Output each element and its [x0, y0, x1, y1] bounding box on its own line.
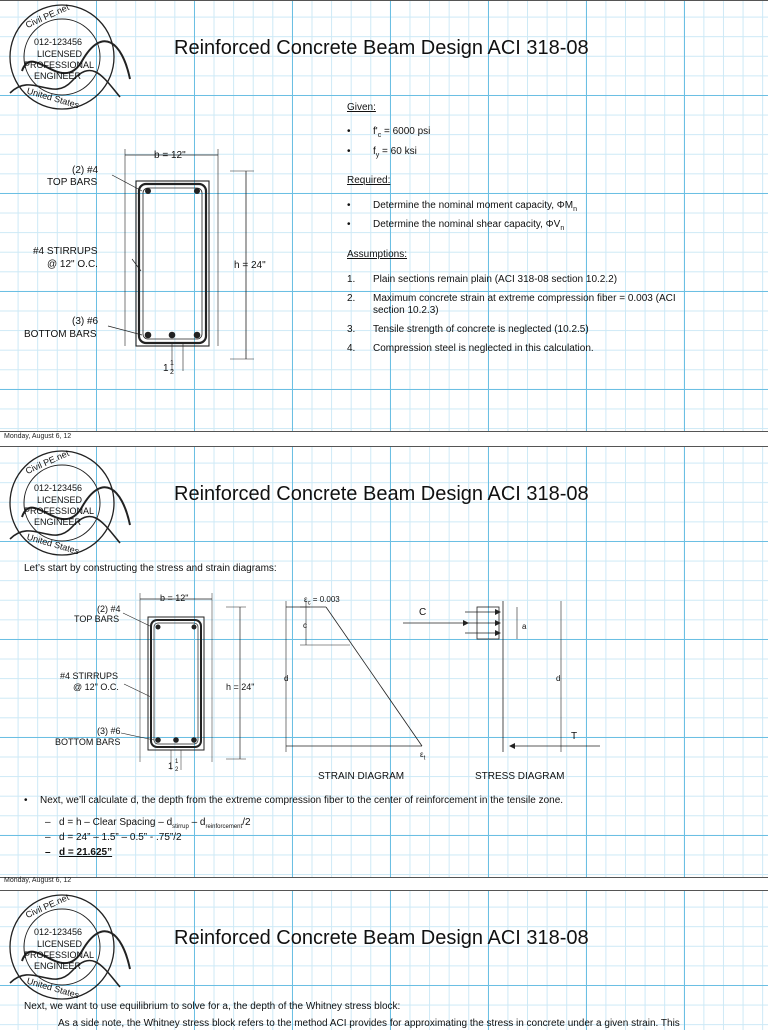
strain-bottom-sub: t	[423, 755, 426, 762]
given-heading: Given:	[347, 102, 376, 113]
slide-title: Reinforced Concrete Beam Design ACI 318-08	[174, 483, 589, 505]
eq1-part-c: /2	[242, 817, 251, 828]
given-item-fc	[347, 126, 430, 139]
cover-whole: 1	[168, 761, 174, 771]
assumption-2	[347, 293, 676, 304]
top-bars-label: TOP BARS	[74, 614, 120, 624]
stress-diagram-caption: STRESS DIAGRAM	[475, 771, 565, 782]
assumption-4	[347, 343, 594, 354]
slide-3	[0, 890, 768, 1030]
stirrups-label: #4 STIRRUPS	[33, 246, 98, 257]
seal-bottom-text: United States	[25, 531, 81, 557]
tension-force-label: T	[571, 731, 578, 742]
equation-3	[45, 847, 112, 858]
stirrups-label: #4 STIRRUPS	[60, 671, 119, 681]
seal-line-1: LICENSED	[37, 495, 83, 505]
seal-number: 012-123456	[34, 37, 83, 47]
required-item-moment	[347, 200, 577, 213]
assumption-text: Plain sections remain plain (ACI 318-08 section 10.2.2)	[373, 274, 618, 285]
bullet-dot: •	[347, 126, 351, 137]
strain-c-label: c	[303, 621, 307, 630]
beam-height-label: h = 24"	[226, 682, 255, 692]
stirrups-spacing: @ 12" O.C.	[73, 682, 119, 692]
assumption-2-continued: section 10.2.3)	[373, 305, 439, 316]
bullet-dot: •	[347, 200, 351, 211]
dash-marker: –	[45, 832, 51, 843]
seal-line-2: PROFESSIONAL	[24, 950, 95, 960]
slide-2	[0, 446, 768, 878]
assumption-number: 3.	[347, 324, 356, 335]
eq3-result: d = 21.625”	[59, 847, 113, 858]
cover-frac-num: 1	[175, 759, 179, 765]
top-bars-count: (2) #4	[97, 604, 121, 614]
top-bars-label: TOP BARS	[47, 177, 98, 188]
assumption-text: Tensile strength of concrete is neglected (10.2.5)	[373, 324, 589, 335]
seal-line-1: LICENSED	[37, 939, 83, 949]
equation-1	[45, 817, 251, 830]
bottom-bars-label: BOTTOM BARS	[24, 329, 97, 340]
strain-d-label: d	[284, 674, 289, 683]
strain-top-symbol: ε	[304, 595, 308, 604]
given-fc-symbol: f'	[373, 126, 378, 137]
strain-bottom-symbol: ε	[420, 750, 424, 759]
seal-line-3: ENGINEER	[34, 517, 82, 527]
bottom-bars-label: BOTTOM BARS	[55, 737, 121, 747]
eq2-text: d = 24” – 1.5” – 0.5” - .75”/2	[59, 832, 182, 843]
seal-line-2: PROFESSIONAL	[24, 60, 95, 70]
given-item-fy	[347, 146, 417, 159]
bottom-bars-count: (3) #6	[97, 726, 121, 736]
seal-arc-text: Civil PE.net	[23, 1, 71, 31]
given-fc-sub: c	[377, 132, 382, 139]
top-bars-count: (2) #4	[72, 165, 99, 176]
seal-number: 012-123456	[34, 483, 83, 493]
assumptions-heading: Assumptions:	[347, 249, 408, 260]
beam-section-diagram-small	[0, 587, 260, 782]
bullet-dot: •	[347, 146, 351, 157]
depth-bullet-text: Next, we’ll calculate d, the depth from the extreme compression fiber to the center of reinforcement in the tensile zone.	[40, 795, 564, 806]
seal-line-3: ENGINEER	[34, 71, 82, 81]
slide-title: Reinforced Concrete Beam Design ACI 318-08	[174, 37, 589, 59]
cover-frac-den: 2	[175, 767, 179, 773]
cover-whole: 1	[163, 363, 169, 374]
equilibrium-text: Next, we want to use equilibrium to solve for a, the depth of the Whitney stress block:	[24, 1001, 401, 1012]
bullet-dot: •	[347, 219, 351, 230]
assumption-number: 2.	[347, 293, 356, 304]
assumption-number: 1.	[347, 274, 356, 285]
seal-arc-text: Civil PE.net	[23, 447, 71, 477]
beam-height-label: h = 24"	[234, 260, 266, 271]
given-fy-value: = 60 ksi	[379, 146, 417, 157]
bullet-dot: •	[24, 795, 28, 806]
seal-bottom-text: United States	[25, 85, 81, 111]
strain-diagram-caption: STRAIN DIAGRAM	[318, 771, 405, 782]
strain-top-sub: c	[307, 600, 311, 607]
given-fy-symbol: f	[373, 146, 376, 157]
seal-arc-text: Civil PE.net	[23, 891, 71, 921]
required-shear-sub: n	[560, 225, 565, 232]
cover-frac-num: 1	[170, 360, 174, 367]
dash-marker: –	[45, 817, 51, 828]
slide-title: Reinforced Concrete Beam Design ACI 318-08	[174, 927, 589, 949]
required-shear-text: Determine the nominal shear capacity, ΦV	[373, 219, 561, 230]
eq1-part-a: d = h – Clear Spacing – d	[59, 817, 173, 828]
stirrups-spacing: @ 12" O.C.	[47, 259, 98, 270]
eq1-part-b: – d	[188, 817, 206, 828]
bottom-bars-count: (3) #6	[72, 316, 99, 327]
eq1-sub-reinforcement: reinforcement	[205, 824, 243, 830]
assumption-3	[347, 324, 589, 335]
seal-bottom-text: United States	[25, 975, 81, 1001]
strain-top-label	[304, 595, 340, 607]
given-fc-value: = 6000 psi	[381, 126, 431, 137]
required-item-shear	[347, 219, 564, 232]
required-heading: Required:	[347, 175, 391, 186]
seal-number: 012-123456	[34, 927, 83, 937]
eq1-sub-stirrup: stirrup	[172, 824, 189, 830]
stress-d-label: d	[556, 674, 561, 683]
seal-line-1: LICENSED	[37, 49, 83, 59]
cover-frac-den: 2	[170, 369, 174, 376]
beam-width-label: b = 12"	[154, 150, 186, 161]
assumption-text: Maximum concrete strain at extreme compression fiber = 0.003 (ACI	[373, 293, 676, 304]
strain-top-value: = 0.003	[310, 595, 340, 604]
assumption-1	[347, 274, 617, 285]
assumption-number: 4.	[347, 343, 356, 354]
side-note-text: As a side note, the Whitney stress block refers to the method ACI provides for approximating the stress in concrete under a given strain. This	[58, 1018, 680, 1029]
stress-diagram	[395, 587, 610, 767]
footer-date-2: Monday, August 6, 12	[4, 877, 72, 884]
depth-bullet	[24, 795, 563, 806]
compression-force-label: C	[419, 607, 427, 618]
slide-1	[0, 0, 768, 432]
beam-width-label: b = 12"	[160, 593, 189, 603]
equation-2	[45, 832, 182, 843]
dash-marker: –	[45, 847, 51, 858]
required-moment-text: Determine the nominal moment capacity, ΦM	[373, 200, 574, 211]
seal-line-2: PROFESSIONAL	[24, 506, 95, 516]
required-moment-sub: n	[573, 206, 577, 213]
intro-text: Let’s start by constructing the stress and strain diagrams:	[24, 563, 277, 574]
seal-line-3: ENGINEER	[34, 961, 82, 971]
stress-block-depth-label: a	[522, 622, 527, 631]
footer-date-1: Monday, August 6, 12	[4, 433, 72, 440]
assumption-text: Compression steel is neglected in this calculation.	[373, 343, 594, 354]
given-fy-sub: y	[375, 152, 380, 159]
